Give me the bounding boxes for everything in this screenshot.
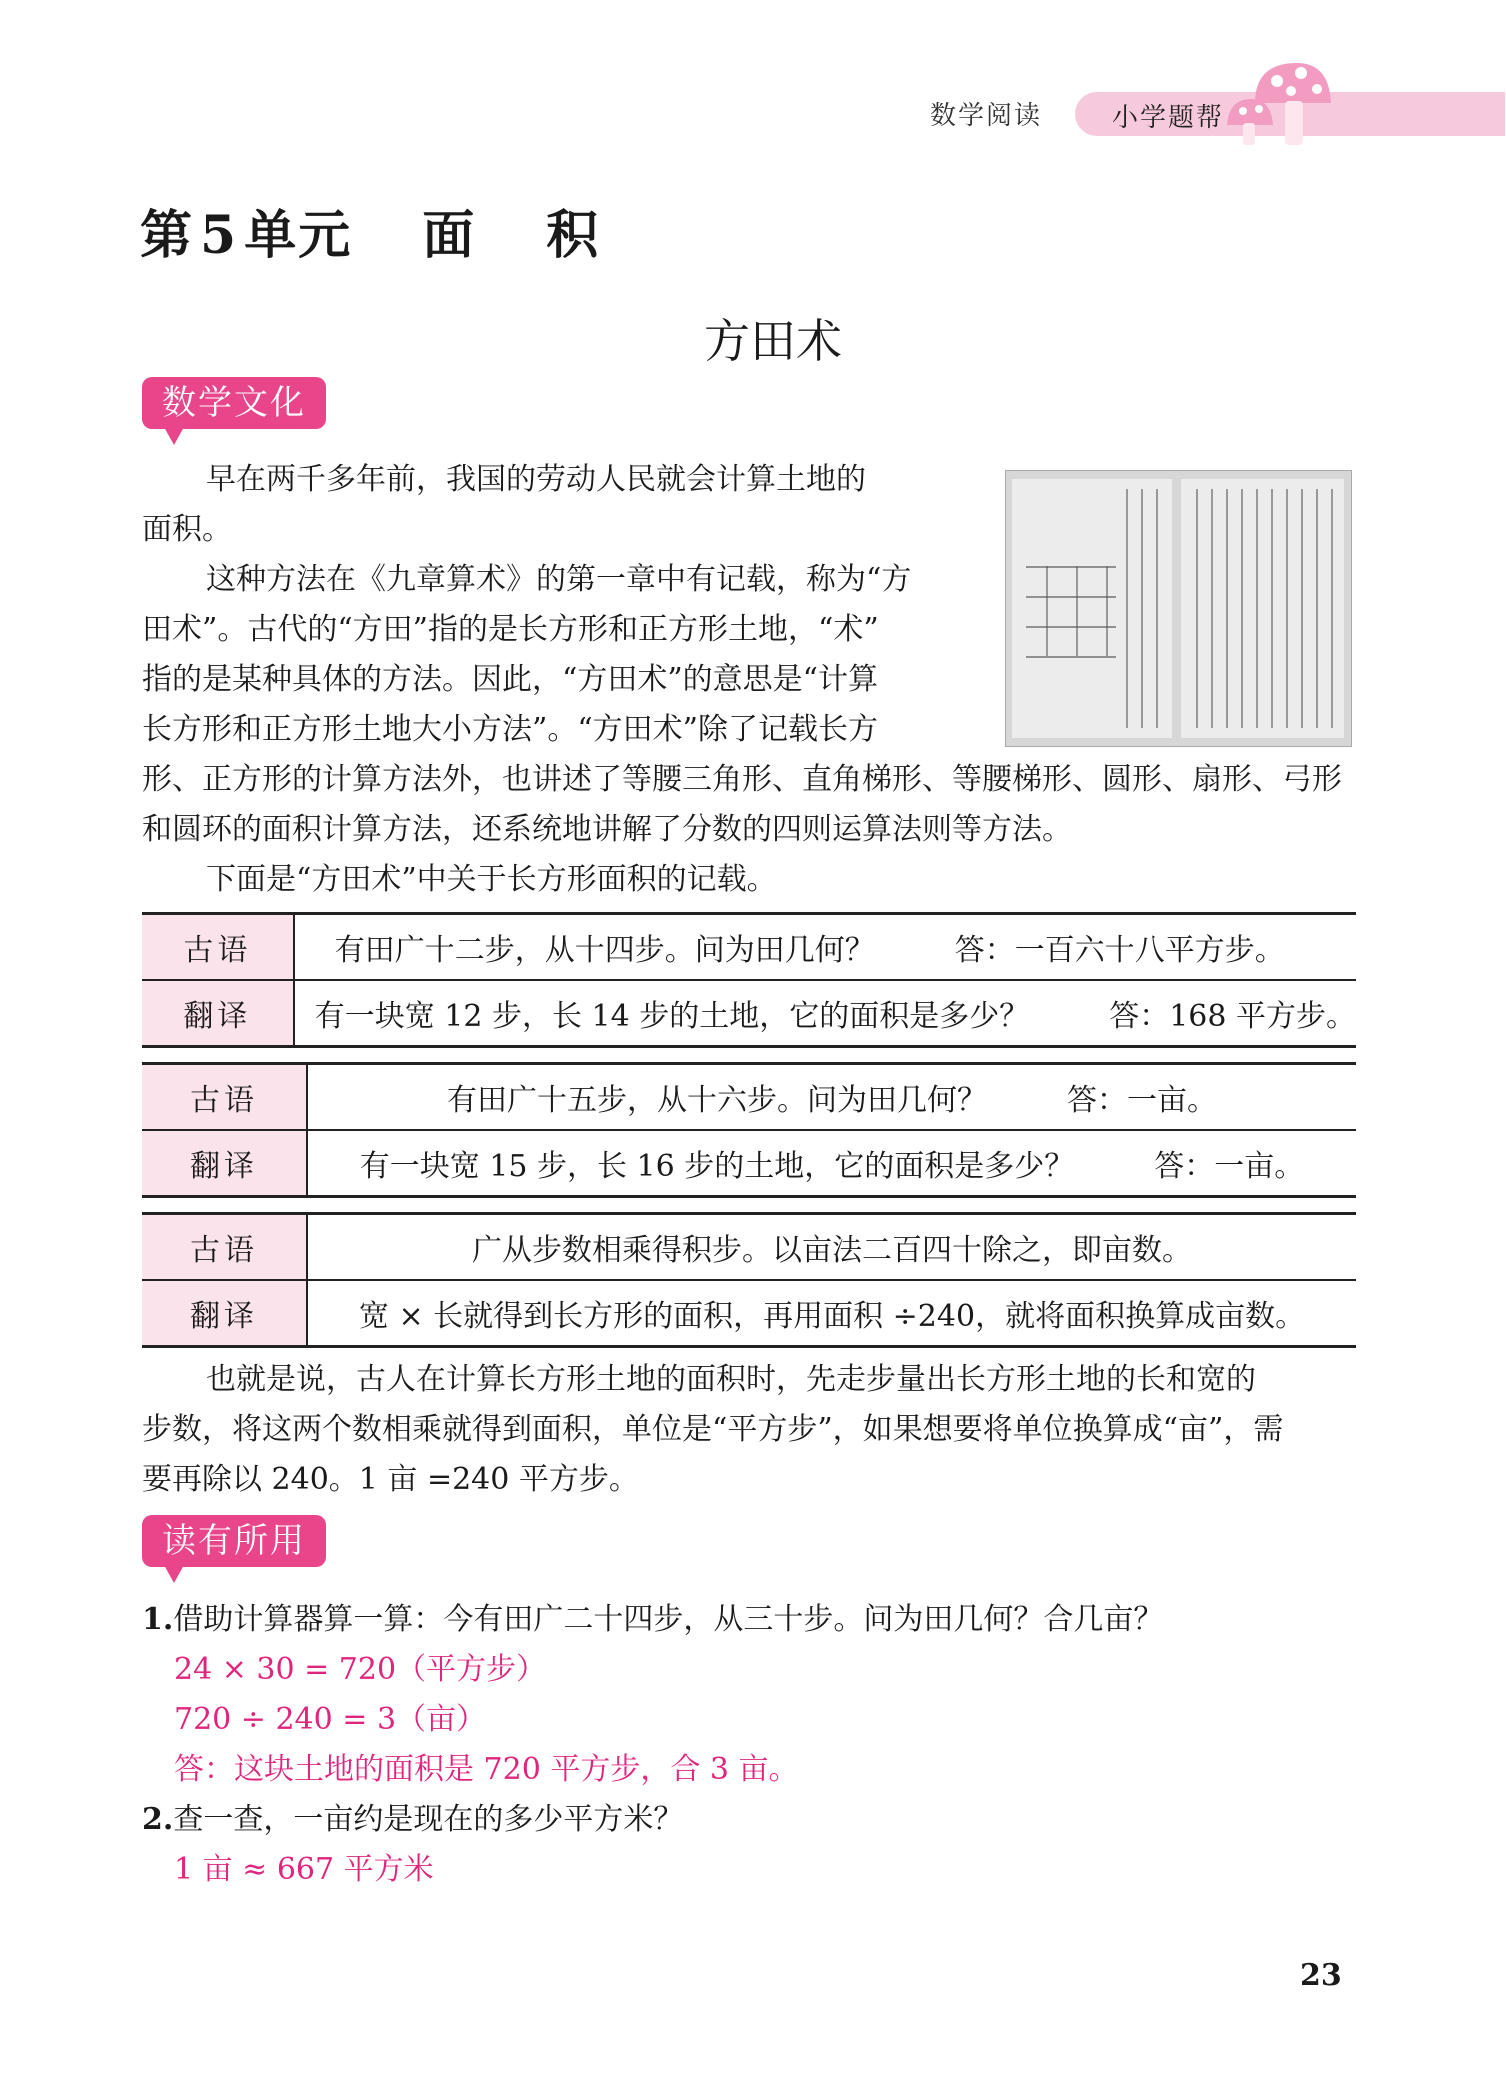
unit-topic-2: 积 (546, 205, 601, 266)
comparison-table-2 (142, 1062, 1356, 1198)
question-text (142, 1795, 1362, 1845)
text-line: 早在两千多年前，我国的劳动人民就会计算土地的 (206, 462, 866, 497)
row-label: 古语 (142, 1214, 307, 1281)
unit-number: 5 (200, 205, 239, 266)
question-number: 2. (142, 1802, 174, 1837)
row-label: 古语 (142, 914, 294, 981)
question-body: 借助计算器算一算：今有田广二十四步，从三十步。问为田几何？合几亩？ (173, 1602, 1164, 1637)
mushroom-icon (1225, 55, 1335, 150)
question-body: 查一查，一亩约是现在的多少平方米？ (173, 1802, 684, 1837)
text-line: 指的是某种具体的方法。因此，“方田术”的意思是“计算 (142, 662, 879, 697)
header-right-label: 小学题帮 (1112, 103, 1225, 133)
text-line: 长方形和正方形土地大小方法”。“方田术”除了记载长方 (142, 712, 879, 747)
comparison-table-1 (142, 912, 1356, 1048)
unit-suffix: 单元 (244, 205, 353, 266)
row-content (307, 1064, 1356, 1131)
text-line: 这种方法在《九章算术》的第一章中有记载，称为“方 (206, 562, 912, 597)
article-title: 方田术 (704, 314, 842, 368)
page-number: 23 (1300, 1958, 1342, 1993)
section-tag-use: 读有所用 (142, 1515, 326, 1567)
table-row (142, 1214, 1356, 1281)
row-answer: 答：一亩。 (1067, 1083, 1217, 1118)
row-text: 宽 × 长就得到长方形的面积，再用面积 ÷240，就将面积换算成亩数。 (307, 1280, 1356, 1347)
question-number: 1. (142, 1602, 174, 1637)
row-text: 有一块宽 12 步，长 14 步的土地，它的面积是多少？ (314, 999, 1030, 1034)
summary-paragraph (142, 1355, 1362, 1505)
text-line: 形、正方形的计算方法外，也讲述了等腰三角形、直角梯形、等腰梯形、圆形、扇形、弓形 (142, 762, 1342, 797)
unit-title (140, 193, 600, 268)
question-1 (142, 1595, 1362, 1795)
row-label: 翻译 (142, 1280, 307, 1347)
row-answer: 答：一亩。 (1154, 1149, 1305, 1184)
unit-topic-1: 面 (422, 205, 477, 266)
text-line: 下面是“方田术”中关于长方形面积的记载。 (206, 862, 777, 897)
row-text: 广从步数相乘得积步。以亩法二百四十除之，即亩数。 (307, 1214, 1356, 1281)
answer-line: 答：这块土地的面积是 720 平方步，合 3 亩。 (174, 1752, 799, 1787)
section-tag-culture: 数学文化 (142, 377, 326, 429)
answer-line: 24 × 30 = 720（平方步） (174, 1652, 547, 1687)
intro-paragraph-bottom (142, 755, 1362, 905)
text-line: 和圆环的面积计算方法，还系统地讲解了分数的四则运算法则等方法。 (142, 812, 1072, 847)
row-answer: 答：168 平方步。 (1109, 999, 1356, 1034)
answer-line: 1 亩 ≈ 667 平方米 (174, 1852, 434, 1887)
row-content (294, 914, 1356, 981)
answer-line: 720 ÷ 240 = 3（亩） (174, 1702, 487, 1737)
question-2 (142, 1795, 1362, 1895)
text-line: 面积。 (142, 512, 232, 547)
row-label: 翻译 (142, 980, 294, 1047)
text-line: 要再除以 240。1 亩 =240 平方步。 (142, 1462, 639, 1497)
table-row (142, 1280, 1356, 1347)
table-row (142, 1064, 1356, 1131)
row-label: 古语 (142, 1064, 307, 1131)
row-text: 有一块宽 15 步，长 16 步的土地，它的面积是多少？ (359, 1149, 1075, 1184)
intro-paragraph-top (142, 455, 992, 755)
row-text: 有田广十二步，从十四步。问为田几何？ (334, 933, 875, 968)
table-row (142, 980, 1356, 1047)
table-row (142, 914, 1356, 981)
text-line: 也就是说，古人在计算长方形土地的面积时，先走步量出长方形土地的长和宽的 (206, 1362, 1256, 1397)
ancient-book-image (1005, 470, 1352, 747)
text-line: 步数，将这两个数相乘就得到面积，单位是“平方步”，如果想要将单位换算成“亩”，需 (142, 1412, 1284, 1447)
row-text: 有田广十五步，从十六步。问为田几何？ (447, 1083, 987, 1118)
header-left-label: 数学阅读 (930, 101, 1043, 131)
comparison-table-3 (142, 1212, 1356, 1348)
row-content (294, 980, 1356, 1047)
row-answer: 答：一百六十八平方步。 (954, 933, 1285, 968)
question-text (142, 1595, 1362, 1645)
text-line: 田术”。古代的“方田”指的是长方形和正方形土地，“术” (142, 612, 879, 647)
unit-prefix: 第 (140, 205, 195, 266)
table-row (142, 1130, 1356, 1197)
row-label: 翻译 (142, 1130, 307, 1197)
row-content (307, 1130, 1356, 1197)
